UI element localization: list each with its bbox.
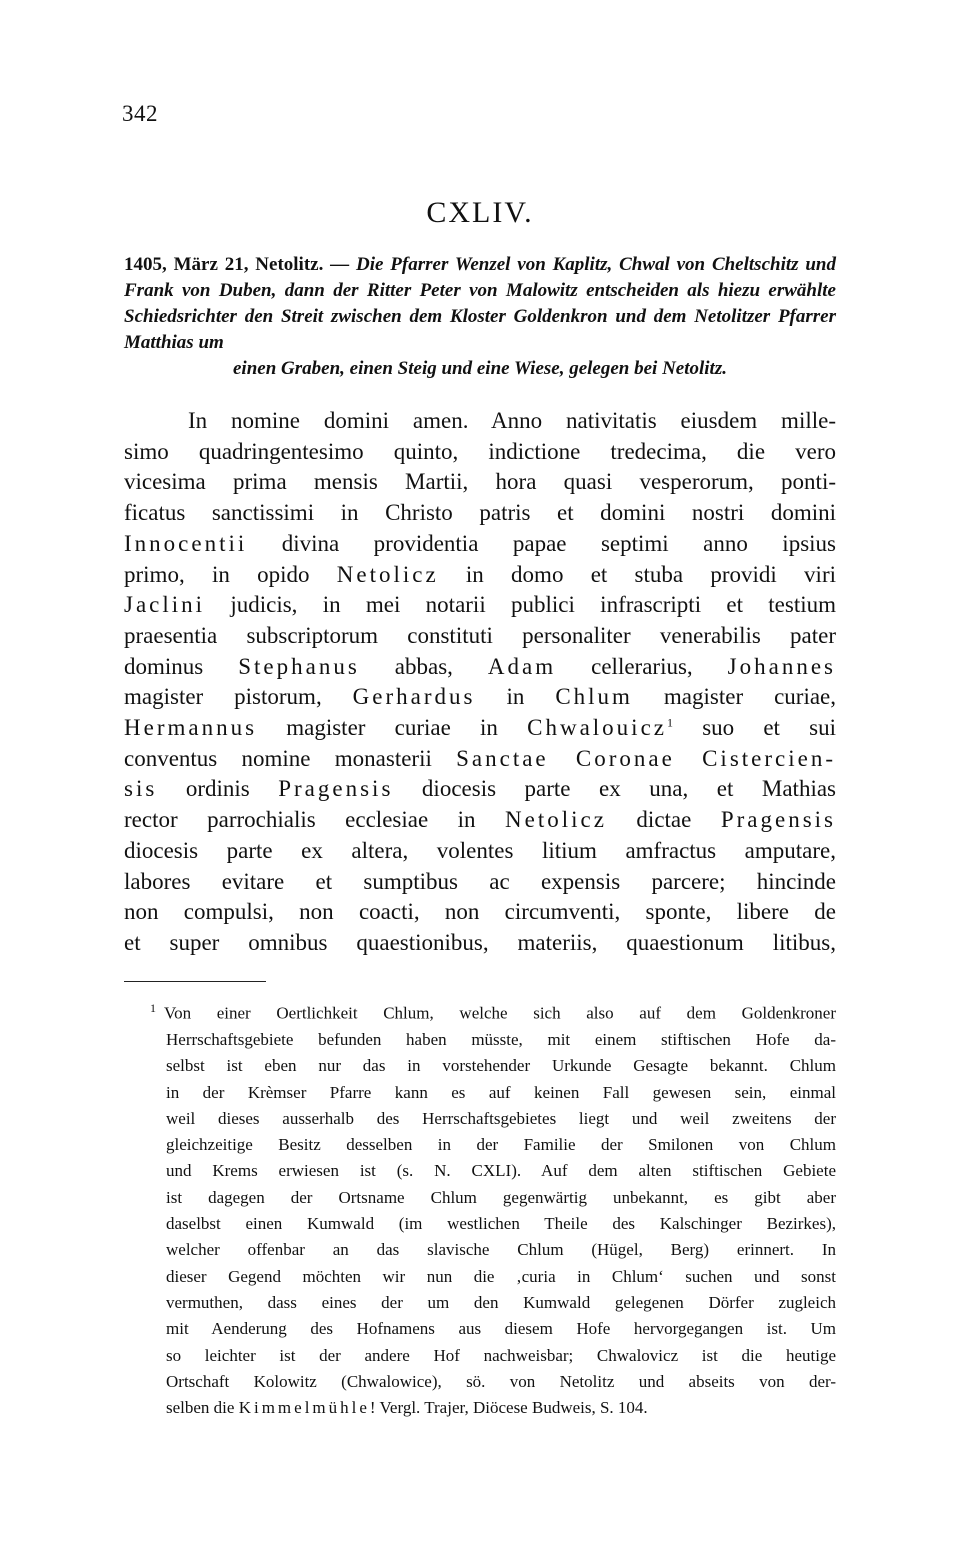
footnote-line-text: Ortschaft Kolowitz (Chwalowice), sö. von Netolitz und abseits von der- xyxy=(166,1371,836,1391)
charter-line-text: magister curiae, xyxy=(632,684,837,710)
footnote-line xyxy=(124,1369,836,1395)
footnote-line-text: mit Aenderung des Hofnamens aus diesem Hofe hervorgegangen ist. Um xyxy=(166,1319,836,1339)
footnote-line xyxy=(124,1264,836,1290)
charter-line-text: ordinis xyxy=(157,776,279,802)
footnote-line-text: Herrschaftsgebiete befunden haben müsste, mit einem stiftischen Hofe da- xyxy=(166,1029,836,1049)
charter-line-text: et super omnibus quaestionibus, materiis, quaestionum litibus, xyxy=(124,929,836,955)
charter-line xyxy=(124,406,836,437)
charter-line xyxy=(124,774,836,805)
charter-line-text: Mathias xyxy=(761,776,836,802)
footnote-line-text: selben die xyxy=(166,1398,239,1418)
spaced-name: Pragensis xyxy=(278,776,394,802)
charter-line-text: abbas, xyxy=(359,653,488,679)
spaced-name: Chlum xyxy=(555,684,633,710)
footnote-line-text: und Krems erwiesen ist (s. N. CXLI). Auf dem alten stiftischen Gebiete xyxy=(166,1161,836,1181)
footnote-line xyxy=(124,1158,836,1184)
charter-line-text: judicis, in mei notarii publici infrascripti et testium xyxy=(205,592,836,618)
footnote-line xyxy=(124,1053,836,1079)
footnote-line xyxy=(124,1395,836,1421)
charter-line xyxy=(124,805,836,836)
charter-line-text: magister curiae in xyxy=(257,715,528,741)
footnote-line-text: ist dagegen der Ortsname Chlum gegenwärtig unbekannt, es gibt aber xyxy=(166,1187,836,1207)
footnote-line xyxy=(124,1132,836,1158)
spaced-name: Gerhardus xyxy=(352,684,476,710)
charter-line-text: conventus nomine monasterii xyxy=(124,745,457,771)
footnote-line-text: vermuthen, dass eines der um den Kumwald gelegenen Dörfer zugleich xyxy=(166,1292,836,1312)
footnote-line xyxy=(124,1290,836,1316)
footnote-line-text: dieser Gegend möchten wir nun die ‚curia in Chlum‘ suchen und sonst xyxy=(166,1266,836,1286)
footnote-line xyxy=(124,1316,836,1342)
charter-line xyxy=(124,867,836,898)
regest xyxy=(124,252,836,382)
charter-text xyxy=(124,406,836,959)
charter-line xyxy=(124,621,836,652)
spaced-name: Kimmelmühle xyxy=(238,1398,370,1418)
charter-line-text: in domo et stuba providi viri xyxy=(438,561,836,587)
spaced-name: Stephanus xyxy=(238,653,360,679)
spaced-name: Johannes xyxy=(727,653,836,679)
footnote-line xyxy=(124,1080,836,1106)
charter-line xyxy=(124,682,836,713)
charter-line-text: primo, in opido xyxy=(124,561,337,587)
charter-line-text: cellerarius, xyxy=(556,653,728,679)
footnote xyxy=(124,995,836,1421)
charter-line-text: divina providentia papae septimi anno ipsius xyxy=(247,530,836,556)
footnote-line-text: in der Krèmser Pfarre kann es auf keinen Fall gewesen sein, einmal xyxy=(166,1082,836,1102)
charter-line-text: rector parrochialis ecclesiae in xyxy=(124,807,506,833)
footnote-line xyxy=(124,1027,836,1053)
footnote-divider xyxy=(124,981,266,982)
regest-date: 1405, März 21, Netolitz. xyxy=(124,254,324,275)
regest-text: Die Pfarrer Wenzel von Kaplitz, Chwal von Cheltschitz und Frank von Duben, dann der Ritter Peter von Malowitz entscheiden als hiezu erwählte Schiedsrichter den Streit zwischen dem Kloster Goldenkron und dem Netolitzer Pfarrer Matthias um xyxy=(124,254,836,353)
spaced-name: Hermannus xyxy=(124,715,258,741)
regest-dash: — xyxy=(323,254,357,275)
page-number: 342 xyxy=(122,101,158,126)
footnote-line xyxy=(124,1106,836,1132)
footnote-reference[interactable]: 1 xyxy=(666,715,673,730)
footnote-mark: 1 xyxy=(150,1001,156,1015)
charter-line-text: In nomine domini amen. Anno nativitatis eiusdem mille- xyxy=(188,408,836,433)
charter-line-text: labores evitare et sumptibus ac expensis parcere; hincinde xyxy=(124,868,836,894)
regest-last-line: einen Graben, einen Steig und eine Wiese, gelegen bei Netolitz. xyxy=(233,358,727,379)
spaced-name: Netolicz xyxy=(336,561,439,587)
charter-line-text: in xyxy=(475,684,556,710)
charter-line-text: ficatus sanctissimi in Christo patris et domini nostri domini xyxy=(124,500,836,526)
footnote-line xyxy=(124,1237,836,1263)
charter-line xyxy=(124,836,836,867)
charter-line-text: vicesima prima mensis Martii, hora quasi vesperorum, ponti- xyxy=(124,469,836,495)
charter-line xyxy=(124,560,836,591)
charter-line xyxy=(124,437,836,468)
charter-line-text: suo et sui xyxy=(672,715,836,741)
footnote-line xyxy=(124,1211,836,1237)
footnote-line-text: ! Vergl. Trajer, Diöcese Budweis, S. 104. xyxy=(369,1398,648,1418)
charter-line-text: diocesis parte ex una, et xyxy=(393,776,762,802)
charter-line xyxy=(124,744,836,775)
charter-line xyxy=(124,467,836,498)
charter-line-text: praesentia subscriptorum constituti personaliter venerabilis pater xyxy=(124,622,836,648)
charter-line xyxy=(124,713,836,744)
charter-line-text: dictae xyxy=(606,807,721,833)
spaced-name: Innocentii xyxy=(124,530,248,556)
footnote-line-text: daselbst einen Kumwald (im westlichen Theile des Kalschinger Bezirkes), xyxy=(166,1214,836,1234)
footnote-line-text: weil dieses ausserhalb des Herrschaftsgebietes liegt und weil zweitens der xyxy=(166,1108,836,1128)
footnote-line-text: so leichter ist der andere Hof nachweisbar; Chwalovicz ist die heutige xyxy=(166,1345,836,1365)
spaced-name: sis xyxy=(124,776,158,802)
spaced-name: Jaclini xyxy=(124,592,206,618)
charter-line-text: dominus xyxy=(124,653,239,679)
charter-line xyxy=(124,928,836,959)
footnote-line-text: gleichzeitige Besitz desselben in der Familie der Smilonen von Chlum xyxy=(166,1135,836,1155)
charter-line-text: magister pistorum, xyxy=(124,684,353,710)
charter-line-text: non compulsi, non coacti, non circumventi, sponte, libere de xyxy=(124,899,836,925)
charter-line xyxy=(124,529,836,560)
spaced-name: Netolicz xyxy=(505,807,607,833)
charter-line xyxy=(124,498,836,529)
spaced-name: Pragensis xyxy=(720,807,836,833)
document-number: CXLIV. xyxy=(426,196,534,229)
footnote-line xyxy=(124,995,836,1027)
footnote-line xyxy=(124,1343,836,1369)
footnote-line-text: welcher offenbar an das slavische Chlum (Hügel, Berg) erinnert. In xyxy=(166,1240,836,1260)
spaced-name: Adam xyxy=(487,653,557,679)
charter-line xyxy=(124,652,836,683)
footnote-line-text: selbst ist eben nur das in vorstehender Urkunde Gesagte bekannt. Chlum xyxy=(166,1056,836,1076)
spaced-name: Sanctae Coronae Cistercien- xyxy=(456,745,836,771)
charter-line xyxy=(124,590,836,621)
footnote-line-text: Von einer Oertlichkeit Chlum, welche sich also auf dem Goldenkroner xyxy=(164,1003,836,1023)
charter-line-text: simo quadringentesimo quinto, indictione tredecima, die vero xyxy=(124,438,836,464)
charter-line xyxy=(124,897,836,928)
spaced-name: Chwalouicz xyxy=(527,715,667,741)
charter-line-text: diocesis parte ex altera, volentes litium amfractus amputare, xyxy=(124,837,836,863)
footnote-line xyxy=(124,1185,836,1211)
